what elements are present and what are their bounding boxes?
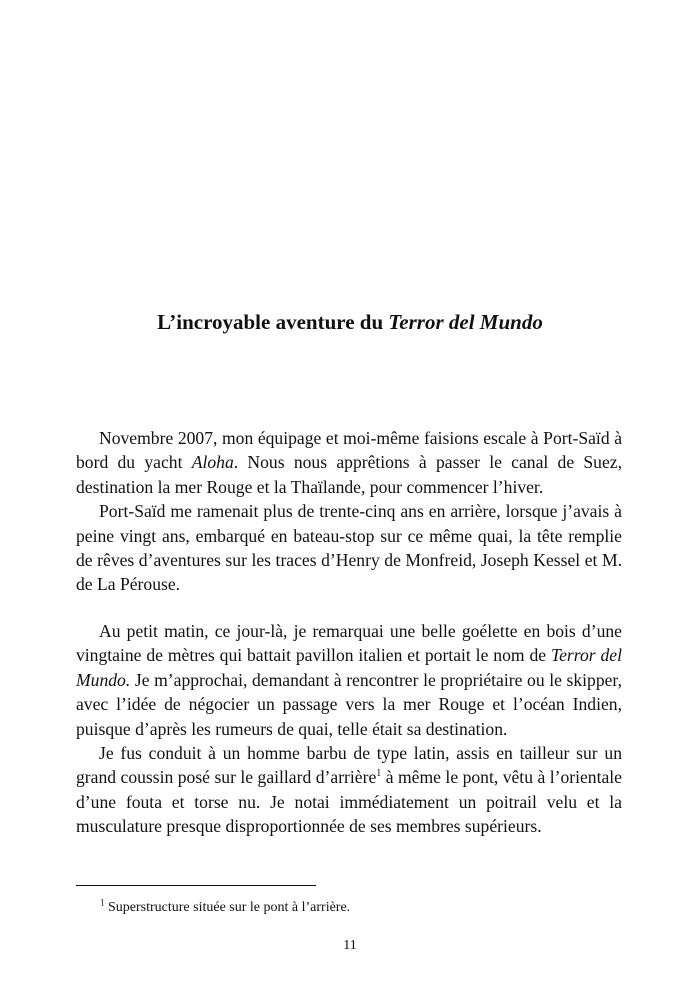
page-number: 11 bbox=[343, 938, 357, 953]
paragraph-4-text: Je fus conduit à un homme barbu de type latin, assis en tailleur sur un grand coussin posé sur le gaillard d’arrière bbox=[76, 743, 622, 788]
text-block-1 bbox=[76, 426, 622, 597]
paragraph-4 bbox=[76, 741, 622, 839]
paragraph-3-text-end: Je m’approchai, demandant à rencontrer le propriétaire ou le skipper, avec l’idée de négocier un passage vers la mer Rouge et l’océan Indien, puisque d’après les rumeurs de quai, telle était sa destination. bbox=[76, 669, 622, 739]
paragraph-1 bbox=[76, 426, 622, 499]
footnote-reference: 1 bbox=[376, 768, 382, 780]
footnote-marker: 1 bbox=[100, 897, 105, 908]
footnote bbox=[100, 897, 351, 916]
text-block-2 bbox=[76, 619, 622, 839]
footnote-text: Superstructure située sur le pont à l’arrière. bbox=[104, 900, 351, 915]
paragraph-2: Port-Saïd me ramenait plus de trente-cinq ans en arrière, lorsque j’avais à peine vingt ans, embarqué en bateau-stop sur ce même quai, la tête remplie de rêves d’aventures sur les traces d’Henry de Monfreid, Joseph Kessel et M. de La Pérouse. bbox=[76, 501, 622, 595]
paragraph-3 bbox=[76, 619, 622, 741]
yacht-name: Aloha bbox=[191, 452, 234, 473]
ship-name: Terror del Mundo. bbox=[76, 645, 622, 690]
footnote-separator bbox=[76, 885, 316, 886]
paragraph-1-text: Novembre 2007, mon équipage et moi-même faisions escale à Port-Saïd à bord du yacht bbox=[76, 428, 622, 473]
paragraph-4-text-end: à même le pont, vêtu à l’orientale d’une fouta et torse nu. Je notai immédiatement un poitrail velu et la musculature presque disproportionnée de ses membres supérieurs. bbox=[76, 767, 622, 837]
chapter-title-text: L’incroyable aventure du bbox=[157, 310, 389, 334]
paragraph-3-text: Au petit matin, ce jour-là, je remarquai une belle goélette en bois d’une vingtaine de mètres qui battait pavillon italien et portait le nom de bbox=[76, 621, 622, 666]
paragraph-1-text-end: . Nous nous apprêtions à passer le canal de Suez, destination la mer Rouge et la Thaïlande, pour commencer l’hiver. bbox=[76, 452, 622, 497]
chapter-title-ship-name: Terror del Mundo bbox=[388, 310, 543, 334]
chapter-title bbox=[0, 310, 700, 335]
